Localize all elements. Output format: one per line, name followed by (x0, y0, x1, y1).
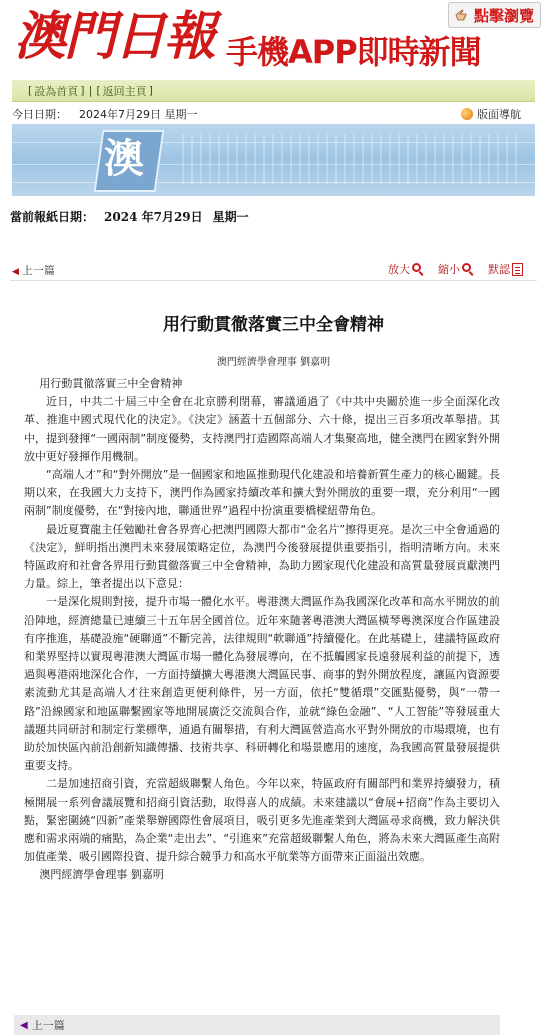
skyline-pattern (182, 134, 522, 184)
article-paragraph: “高端人才”和“對外開放”是一個國家和地區推動現代化建設和培養新質生產力的核心關鍵。長期以來，在我國大力支持下，澳門作為國家持續改革和擴大對外開放的重要一環，充分利用“一國兩制”制度優勢，在“對接內地，聯通世界”過程中扮演重要橋樑紐帶角色。 (24, 468, 500, 518)
bottom-previous-article-link[interactable] (14, 1015, 500, 1035)
left-triangle-icon: ◀ (20, 1019, 28, 1031)
article-signature: 澳門經濟學會理事 劉嘉明 (39, 868, 164, 882)
previous-article-label: 上一篇 (21, 264, 55, 277)
today-date-value: 2024年7月29日 星期一 (79, 108, 198, 121)
layout-navigation-label: 版面導航 (477, 108, 521, 121)
app-browse-button[interactable] (448, 2, 541, 28)
article-paragraph: 二是加速招商引資，充當超級聯繫人角色。今年以來，特區政府有關部門和業界持續發力，積極開展一系列會議展覽和招商引資活動，取得喜人的成績。未來建議以“會展+招商”作為主要切入點，緊密圍繞“四新”產業舉辦國際性會展項目，吸引更多先進產業到大灣區尋求商機，致力解決供應和需求兩端的痛點，為企業“走出去”、“引進來”充當超級聯繫人角色，將為未來大灣區產生高附加值產業、吸引國際投資、提升綜合競爭力和高水平航業等方面帶來正面溢出效應。 (24, 777, 500, 864)
default-size-button[interactable] (488, 261, 523, 277)
article-byline: 澳門經濟學會理事 劉嘉明 (216, 357, 331, 368)
pointing-hand-icon (453, 6, 471, 24)
emblem-character: 澳 (104, 135, 144, 182)
article-paragraph: 一是深化規則對接，提升市場一體化水平。粵港澳大灣區作為我國深化改革和高水平開放的前沿陣地，經濟總量已連續三十五年居全國首位。近年來隨著粵港澳大灣區橫琴粵澳深度合作區建設有序推進，基礎設施“硬聯通”不斷完善，法律規則“軟聯通”持續優化。在此基礎上，建議特區政府和業界堅持以實現粵港澳大灣區市場一體化為發展導向，在不抵觸國家長遠發展利益的前提下，透過與粵港兩地深化合作，一方面持續擴大粵港澳大灣區民事、商事的對外開放程度，讓區內資源要素流動尤其是高端人才往來創造更便利條件，另一方面，依托“雙循環”交匯點優勢，與“一帶一路”沿線國家和地區聯繫國家等地開展廣泛交流與合作，並就“綠色金融”、“人工智能”等發展重大議題共同研討和制定行業標準，通過有關舉措，有利大灣區營造高水平對外開放的市場環境，也有助於加快區內前沿創新知識傳播、技術共享、科研轉化和場景應用的速度，為我國高質量發展提供重要支持。 (24, 595, 500, 773)
app-browse-label: 點擊瀏覽 (473, 6, 534, 25)
current-issue-label: 當前報紙日期： (10, 210, 95, 224)
left-triangle-icon: ◀ (12, 267, 19, 277)
newspaper-logo[interactable]: 澳門日報 (14, 6, 215, 67)
top-navigation: [ 設為首頁 ] | [ 返回主頁 ] (12, 80, 535, 102)
article-paragraph: 最近夏寶龍主任勉勵社會各界齊心把澳門國際大都市“金名片”擦得更亮。是次三中全會通過的《決定》，鮮明指出澳門未來發展策略定位，為澳門今後發展提供重要指引，指明清晰方向。未來特區政府和社會各界用行動貫徹落實三中全會精神，為助力國家現代化建設和高質量發展貢獻澳門力量。綜上，筆者提出以下意見： (24, 522, 500, 591)
today-date-bar (12, 104, 535, 124)
masthead-banner (0, 0, 547, 78)
article-toolbar (10, 260, 537, 281)
zoom-in-label: 放大 (388, 263, 410, 276)
zoom-in-button[interactable] (388, 261, 424, 277)
hero-banner (12, 124, 535, 196)
layout-navigation-link[interactable] (461, 106, 521, 122)
default-size-label: 默認 (488, 263, 510, 276)
article-paragraph: 用行動貫徹落實三中全會精神 (39, 377, 183, 390)
current-issue-date (10, 208, 249, 225)
back-to-home-link[interactable]: 返回主頁 (102, 84, 147, 98)
zoom-out-icon (462, 263, 474, 275)
font-size-tools (388, 261, 523, 277)
set-homepage-link[interactable]: 設為首頁 (34, 84, 79, 98)
article-body (24, 375, 500, 885)
article-title: 用行動貫徹落實三中全會精神 (163, 315, 384, 335)
layout-nav-icon (461, 108, 473, 120)
app-slogan: 手機APP即時新聞 (226, 33, 481, 71)
document-icon (512, 263, 523, 276)
current-issue-weekday: 星期一 (212, 210, 249, 224)
zoom-in-icon (412, 263, 424, 275)
current-issue-date-value: 2024 年7月29日 (104, 210, 203, 224)
previous-article-link[interactable] (12, 262, 55, 278)
bottom-previous-label: 上一篇 (31, 1019, 65, 1032)
zoom-out-button[interactable] (438, 261, 474, 277)
today-date-label: 今日日期： (12, 108, 67, 121)
article-paragraph: 近日，中共二十屆三中全會在北京勝利閉幕，審議通過了《中共中央關於進一步全面深化改革、推進中國式現代化的決定》。《決定》涵蓋十五個部分、六十條，提出三百多項改革舉措。其中，提到發揮“一國兩制”制度優勢，支持澳門打造國際高端人才集聚高地，健全澳門在國家對外開放中更好發揮作用機制。 (24, 395, 500, 463)
zoom-out-label: 縮小 (438, 263, 460, 276)
